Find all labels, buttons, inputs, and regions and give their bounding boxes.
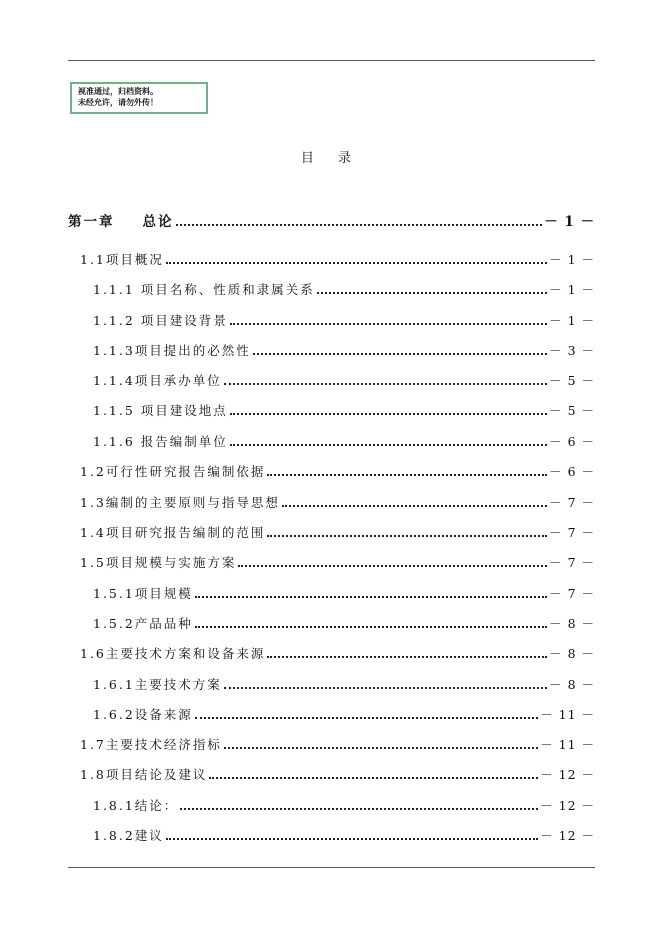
page-number: － 1 －	[549, 252, 595, 267]
page-number: － 11 －	[540, 737, 595, 752]
chapter-label	[68, 210, 174, 230]
stamp-line-1: 视准通过，归档资料。	[78, 87, 158, 96]
leader-dots	[230, 413, 547, 415]
leader-dots	[224, 383, 547, 385]
page-number: － 1 －	[549, 282, 595, 297]
page-number: － 1 －	[549, 313, 595, 328]
entry-label: 1.1.5 项目建设地点	[93, 403, 228, 418]
toc-entry[interactable]	[80, 644, 595, 662]
entry-label: 1.1.6 报告编制单位	[93, 434, 228, 449]
entry-label: 1.8项目结论及建议	[80, 767, 208, 782]
leader-dots	[195, 596, 547, 598]
page-number: － 7 －	[549, 525, 595, 540]
toc-entry[interactable]	[93, 311, 595, 329]
leader-dots	[230, 323, 547, 325]
leader-dots	[209, 777, 538, 779]
toc-entry[interactable]	[80, 553, 595, 571]
entry-label: 1.1.4项目承办单位	[93, 373, 222, 388]
toc-entry[interactable]	[80, 735, 595, 753]
header-rule	[68, 60, 595, 61]
leader-dots	[195, 626, 547, 628]
entry-label: 1.1.3项目提出的必然性	[93, 343, 251, 358]
entry-label: 1.1.2 项目建设背景	[93, 313, 228, 328]
stamp-line-2: 未经允许，请勿外传！	[78, 98, 158, 107]
page-number: － 3 －	[549, 343, 595, 358]
toc-title: 目 录	[300, 151, 362, 166]
toc-entry[interactable]	[93, 675, 595, 693]
leader-dots	[224, 747, 538, 749]
chapter-number: 第一章	[68, 214, 115, 230]
entry-label: 1.6.2设备来源	[93, 707, 193, 722]
entry-label: 1.1.1 项目名称、性质和隶属关系	[93, 282, 315, 297]
page-number: － 7 －	[549, 555, 595, 570]
page-number: － 11 －	[540, 707, 595, 722]
page-number: － 8 －	[549, 616, 595, 631]
toc-entry[interactable]	[93, 705, 595, 723]
page-number: － 6 －	[549, 434, 595, 449]
page-number: － 5 －	[549, 403, 595, 418]
entry-label: 1.5.1项目规模	[93, 586, 193, 601]
page-number: － 8 －	[549, 677, 595, 692]
toc-entry[interactable]	[93, 432, 595, 450]
entry-label: 1.6主要技术方案和设备来源	[80, 646, 266, 661]
page-number: － 12 －	[540, 767, 595, 782]
leader-dots	[267, 656, 547, 658]
entry-label: 1.1项目概况	[80, 252, 164, 267]
leader-dots	[166, 838, 538, 840]
toc-entry[interactable]	[80, 765, 595, 783]
chapter-title: 总论	[142, 214, 174, 230]
leader-dots	[224, 687, 547, 689]
entry-label: 1.6.1主要技术方案	[93, 677, 222, 692]
toc-entry[interactable]	[80, 523, 595, 541]
leader-dots	[166, 262, 547, 264]
leader-dots	[267, 474, 547, 476]
toc-entry[interactable]	[93, 584, 595, 602]
page-number: － 7 －	[549, 495, 595, 510]
entry-label: 1.4项目研究报告编制的范围	[80, 525, 266, 540]
toc-entry[interactable]	[93, 280, 595, 298]
toc-entry[interactable]	[93, 826, 595, 844]
leader-dots	[253, 353, 547, 355]
page-number: － 7 －	[549, 586, 595, 601]
entry-label: 1.2可行性研究报告编制依据	[80, 464, 266, 479]
leader-dots	[195, 717, 538, 719]
entry-label: 1.8.2建议	[93, 828, 164, 843]
page-number: － 6 －	[549, 464, 595, 479]
entry-label: 1.7主要技术经济指标	[80, 737, 222, 752]
leader-dots	[282, 505, 547, 507]
toc-entry[interactable]	[93, 796, 595, 814]
page-number: － 5 －	[549, 373, 595, 388]
entry-label: 1.5项目规模与实施方案	[80, 555, 237, 570]
leader-dots	[238, 565, 547, 567]
entry-label: 1.5.2产品品种	[93, 616, 193, 631]
toc-entry[interactable]	[93, 341, 595, 359]
footer-rule	[68, 867, 595, 868]
toc-entry[interactable]	[80, 493, 595, 511]
leader-dots	[267, 535, 547, 537]
toc-entry[interactable]	[93, 614, 595, 632]
page-number: － 8 －	[549, 646, 595, 661]
page-number: － 1 －	[544, 214, 595, 230]
toc-entry[interactable]	[93, 401, 595, 419]
toc-entry[interactable]	[80, 250, 595, 268]
leader-dots	[230, 444, 547, 446]
entry-label: 1.8.1结论：	[93, 798, 179, 813]
leader-dots	[176, 224, 543, 226]
page-number: － 12 －	[540, 828, 595, 843]
toc-chapter-entry[interactable]	[68, 212, 595, 230]
confidential-stamp	[70, 82, 208, 114]
toc-entry[interactable]	[80, 462, 595, 480]
entry-label: 1.3编制的主要原则与指导思想	[80, 495, 280, 510]
leader-dots	[180, 808, 538, 810]
page-number: － 12 －	[540, 798, 595, 813]
toc-entry[interactable]	[93, 371, 595, 389]
leader-dots	[317, 292, 547, 294]
